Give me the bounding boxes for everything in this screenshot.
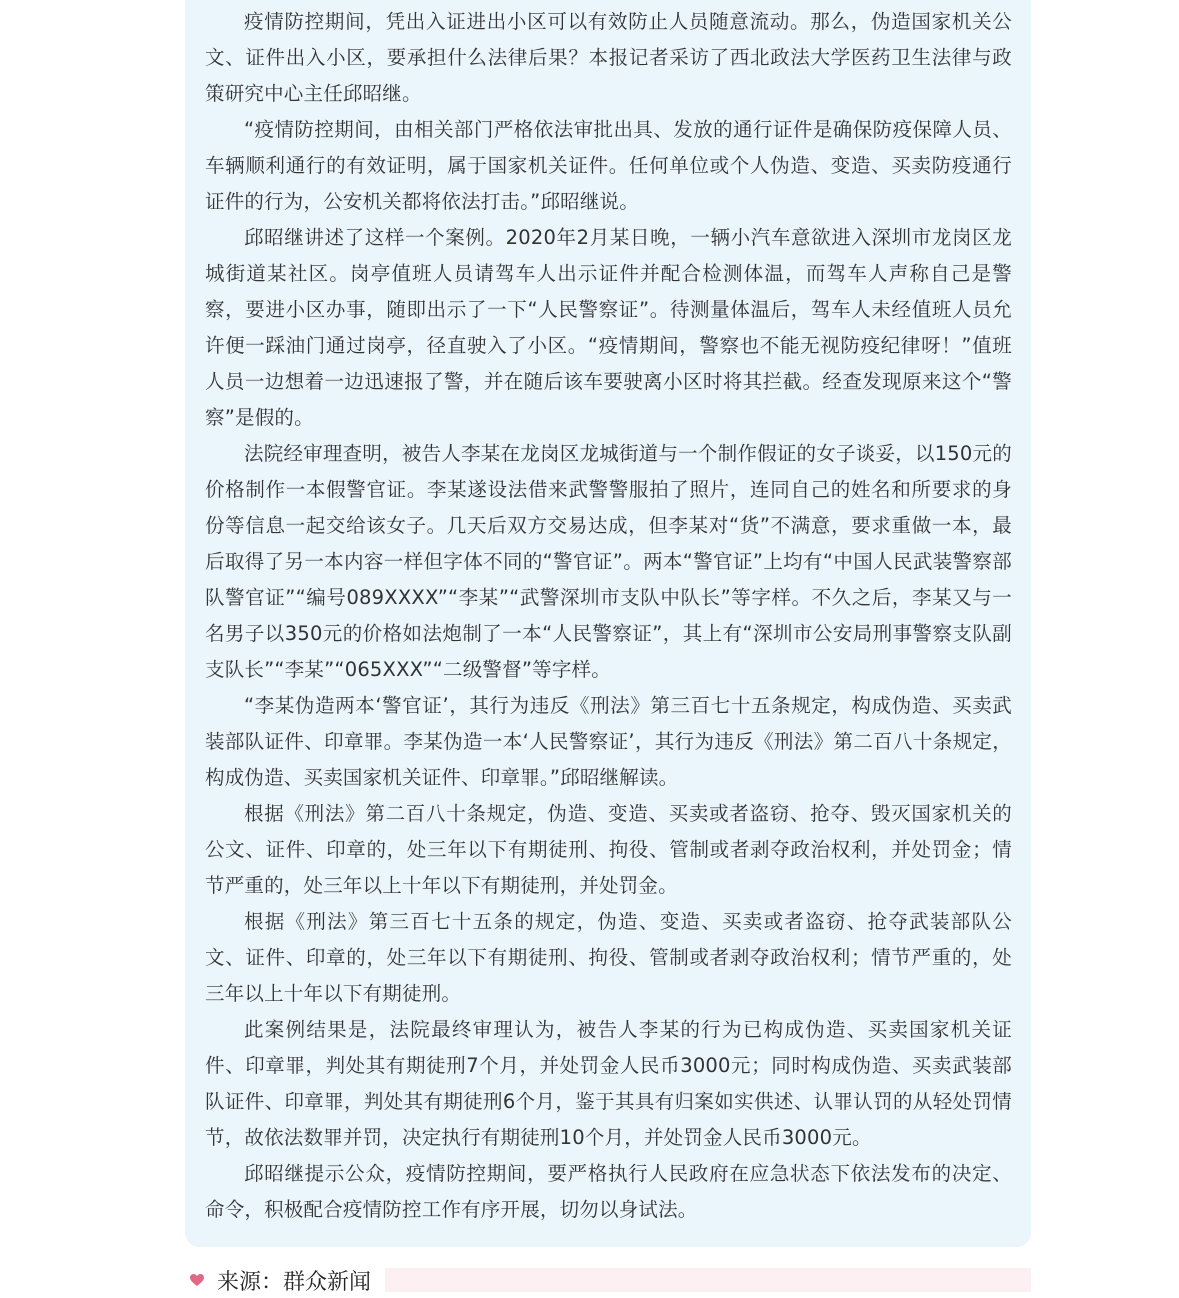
article-paragraph: 邱昭继提示公众，疫情防控期间，要严格执行人民政府在应急状态下依法发布的决定、命令，积极配合疫情防控工作有序开展，切勿以身试法。: [205, 1162, 1012, 1221]
article-paragraph: 此案例结果是，法院最终审理认为，被告人李某的行为已构成伪造、买卖国家机关证件、印章罪，判处其有期徒刑7个月，并处罚金人民币3000元；同时构成伪造、买卖武装部队证件、印章罪，判处其有期徒刑6个月，鉴于其具有归案如实供述、认罪认罚的从轻处罚情节，故依法数罪并罚，决定执行有期徒刑10个月，并处罚金人民币3000元。: [205, 1018, 1012, 1149]
article-paragraph: “李某伪造两本‘警官证’，其行为违反《刑法》第三百七十五条规定，构成伪造、买卖武装部队证件、印章罪。李某伪造一本‘人民警察证’，其行为违反《刑法》第二百八十条规定，构成伪造、买卖国家机关证件、印章罪。”邱昭继解读。: [205, 694, 1012, 789]
article-paragraph: 根据《刑法》第二百八十条规定，伪造、变造、买卖或者盗窃、抢夺、毁灭国家机关的公文、证件、印章的，处三年以下有期徒刑、拘役、管制或者剥夺政治权利，并处罚金；情节严重的，处三年以上十年以下有期徒刑，并处罚金。: [205, 802, 1012, 897]
article-paragraph: “疫情防控期间，由相关部门严格依法审批出具、发放的通行证件是确保防疫保障人员、车辆顺利通行的有效证明，属于国家机关证件。任何单位或个人伪造、变造、买卖防疫通行证件的行为，公安机关都将依法打击。”邱昭继说。: [205, 118, 1012, 213]
article-paragraph: 邱昭继讲述了这样一个案例。2020年2月某日晚，一辆小汽车意欲进入深圳市龙岗区龙城街道某社区。岗亭值班人员请驾车人出示证件并配合检测体温，而驾车人声称自己是警察，要进小区办事，随即出示了一下“人民警察证”。待测量体温后，驾车人未经值班人员允许便一踩油门通过岗亭，径直驶入了小区。“疫情期间，警察也不能无视防疫纪律呀！”值班人员一边想着一边迅速报了警，并在随后该车要驶离小区时将其拦截。经查发现原来这个“警察”是假的。: [205, 226, 1012, 429]
article-paragraph: 法院经审理查明，被告人李某在龙岗区龙城街道与一个制作假证的女子谈妥，以150元的价格制作一本假警官证。李某遂设法借来武警警服拍了照片，连同自己的姓名和所要求的身份等信息一起交给该女子。几天后双方交易达成，但李某对“货”不满意，要求重做一本，最后取得了另一本内容一样但字体不同的“警官证”。两本“警官证”上均有“中国人民武装警察部队警官证”“编号089XXXX”“李某”“武警深圳市支队中队长”等字样。不久之后，李某又与一名男子以350元的价格如法炮制了一本“人民警察证”，其上有“深圳市公安局刑事警察支队副支队长”“李某”“065XXX”“二级警督”等字样。: [205, 442, 1012, 681]
article-paragraph: 根据《刑法》第三百七十五条的规定，伪造、变造、买卖或者盗窃、抢夺武装部队公文、证件、印章的，处三年以下有期徒刑、拘役、管制或者剥夺政治权利；情节严重的，处三年以上十年以下有期徒刑。: [205, 910, 1012, 1005]
article-paragraph: 疫情防控期间，凭出入证进出小区可以有效防止人员随意流动。那么，伪造国家机关公文、证件出入小区，要承担什么法律后果？本报记者采访了西北政法大学医药卫生法律与政策研究中心主任邱昭继。: [205, 10, 1012, 105]
source-label: 来源：群众新闻: [217, 1269, 372, 1295]
source-footer: [185, 1262, 1031, 1298]
article-card: [185, 0, 1031, 1247]
source-divider-bar: [385, 1268, 1031, 1292]
heart-icon: [187, 1270, 207, 1290]
